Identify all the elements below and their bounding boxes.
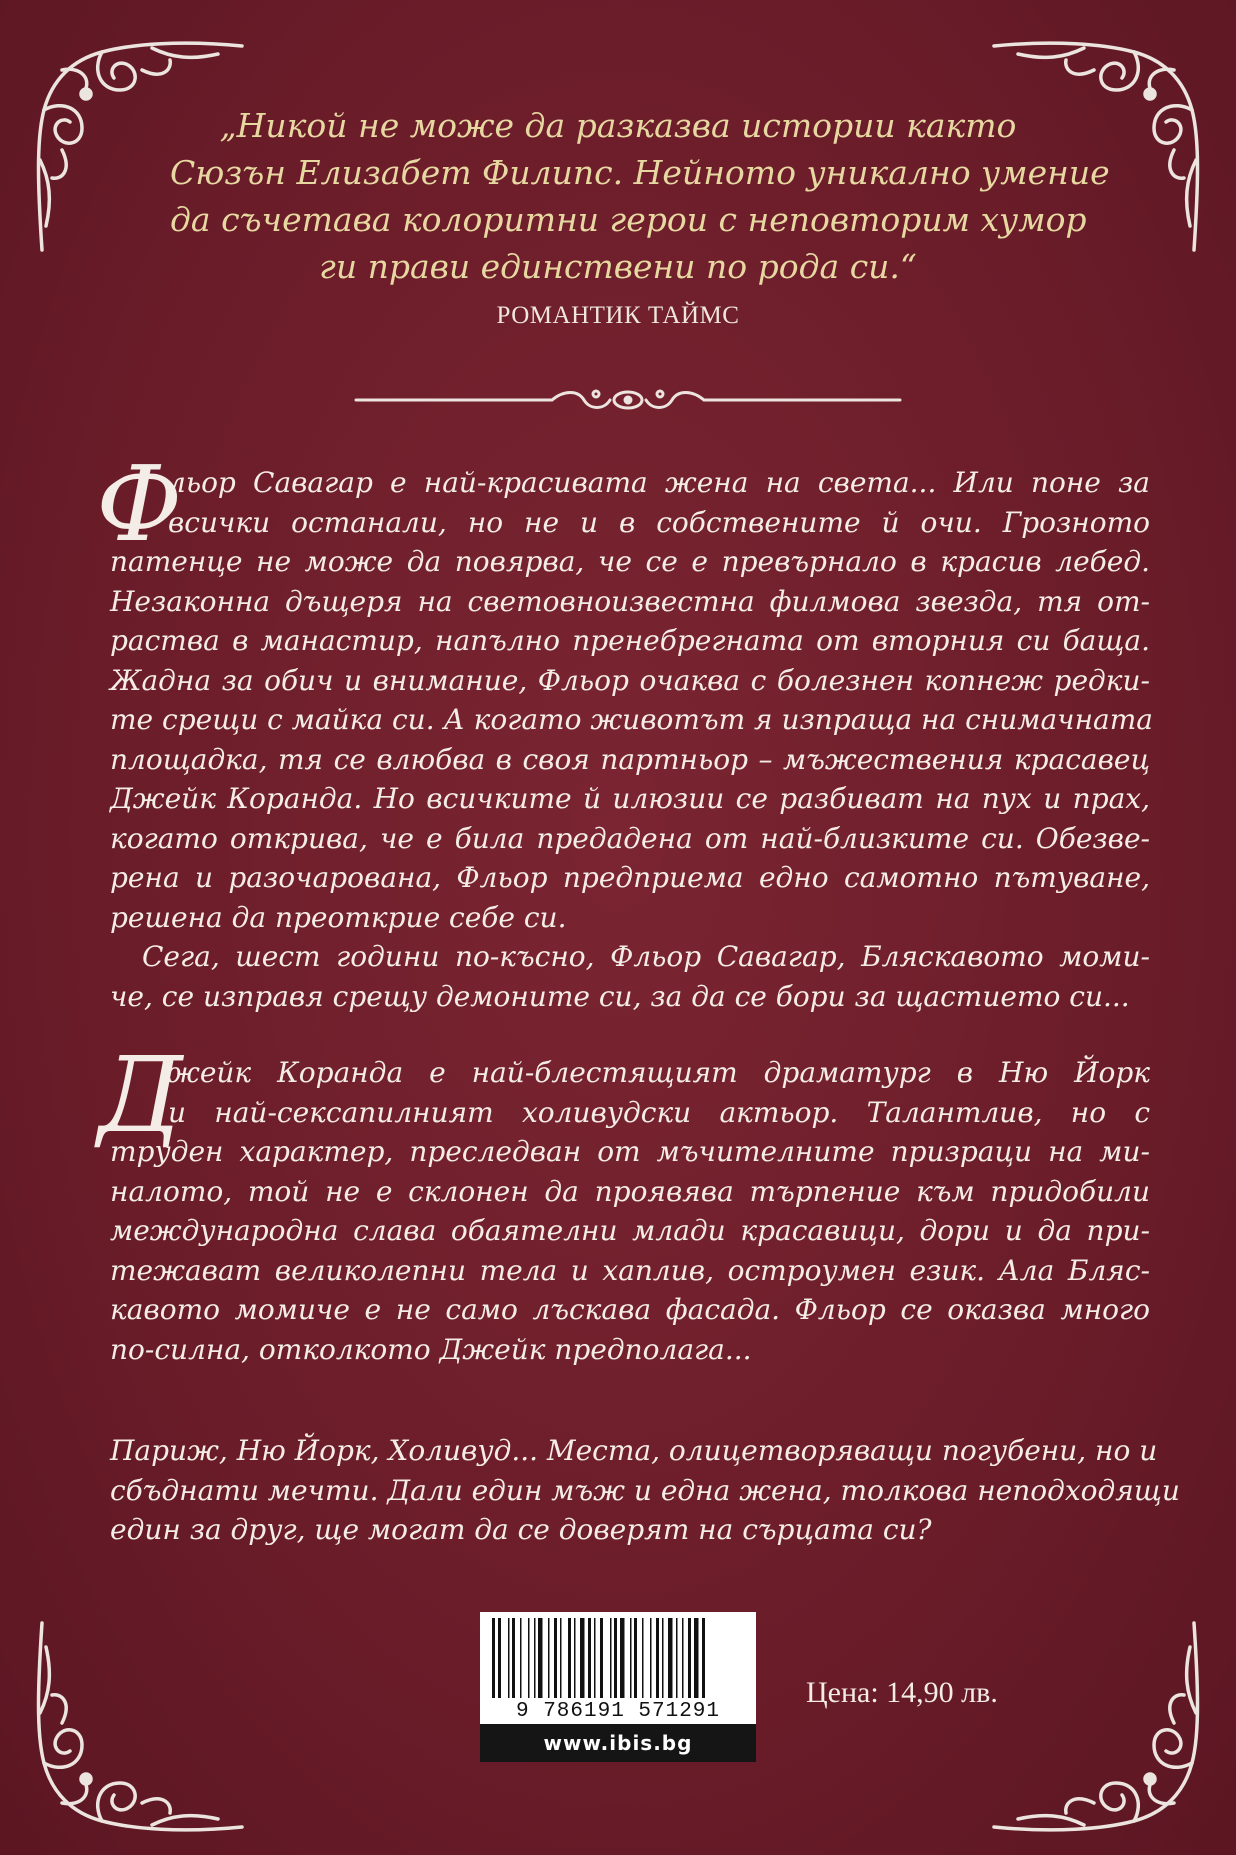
text-line: международна слава обаятелни млади красавици, дори и да при- <box>110 1214 1150 1247</box>
text-line: Незаконна дъщеря на световноизвестна филмова звезда, тя от- <box>110 584 1150 618</box>
isbn-barcode <box>480 1612 756 1762</box>
synopsis-paragraph-2 <box>110 1053 1150 1369</box>
publisher-website: www.ibis.bg <box>480 1724 756 1762</box>
text-line: рена и разочарована, Фльор предприема едно самотно пътуване, <box>110 861 1150 894</box>
text-line: Джейк Коранда. Но всичките й илюзии се разбиват на пух и прах, <box>110 782 1150 815</box>
quote-line: Сюзън Елизабет Филипс. Нейното уникално умение <box>170 153 1110 192</box>
quote-line: да съчетава колоритни герои с неповторим хумор <box>170 200 1087 239</box>
text-line: налото, той не е склонен да проявява търпение към придобили <box>110 1174 1150 1208</box>
text-line: раства в манастир, напълно пренебрегната от вторния си баща. <box>110 624 1150 657</box>
text-line: жейк Коранда е най-блестящият драматург в Ню Йорк <box>168 1056 1150 1089</box>
drop-cap-letter: Ф <box>96 443 183 565</box>
tagline-paragraph <box>110 1431 1180 1550</box>
text-line: когато открива, че е била предадена от най-близките си. Обезве- <box>110 821 1150 855</box>
review-quote <box>170 102 1110 290</box>
text-line: Сега, шест години по-късно, Фльор Савагар, Бляскавото моми- <box>142 940 1150 973</box>
text-line: патенце не може да повярва, че се е превърнало в красив лебед. <box>110 545 1150 578</box>
barcode-bars <box>490 1618 746 1698</box>
quote-line: „Никой не може да разказва истории както <box>219 106 1017 145</box>
text-line: че, се изправя срещу демоните си, за да се бори за щастието си... <box>110 979 1130 1013</box>
quote-source: РОМАНТИК ТАЙМС <box>496 302 740 329</box>
text-line: един за друг, ще могат да се доверят на сърцата си? <box>110 1513 932 1546</box>
text-line: сбъднати мечти. Дали един мъж и една жена, толкова неподходящи <box>110 1473 1180 1507</box>
text-line: решена да преоткрие себе си. <box>110 900 567 934</box>
text-line: кавото момиче е не само лъскава фасада. Фльор се оказва много <box>110 1293 1150 1326</box>
price-label: Цена: 14,90 лв. <box>806 1676 998 1709</box>
quote-line: ги прави единствени по рода си.“ <box>319 247 917 286</box>
corner-flourish-icon <box>22 1603 262 1843</box>
drop-cap-letter: Д <box>98 1034 183 1156</box>
text-line: Жадна за обич и внимание, Фльор очаква с болезнен копнеж редки- <box>110 663 1150 697</box>
corner-flourish-icon <box>974 1603 1214 1843</box>
synopsis-paragraph-1 <box>110 463 1153 1016</box>
text-line: труден характер, преследван от мъчителните призраци на ми- <box>110 1135 1150 1168</box>
text-line: те срещи с майка си. А когато животът я изпраща на снимачната <box>110 703 1153 736</box>
text-line: льор Савагар е най-красивата жена на света... Или поне за <box>168 466 1150 499</box>
ornamental-divider-icon <box>352 382 904 418</box>
text-line: по-силна, отколкото Джейк предполага... <box>110 1332 752 1366</box>
text-line: тежават великолепни тела и хаплив, остроумен език. Ала Бляс- <box>110 1253 1150 1287</box>
text-line: Париж, Ню Йорк, Холивуд... Места, олицетворяващи погубени, но и <box>110 1434 1158 1467</box>
isbn-number: 9 786191 571291 <box>515 1700 721 1723</box>
text-line: площадка, тя се влюбва в своя партньор – мъжествения красавец <box>110 742 1150 776</box>
text-line: и най-сексапилният холивудски актьор. Талантлив, но с <box>168 1095 1150 1129</box>
text-line: всички останали, но не и в собствените й очи. Грозното <box>168 505 1150 539</box>
